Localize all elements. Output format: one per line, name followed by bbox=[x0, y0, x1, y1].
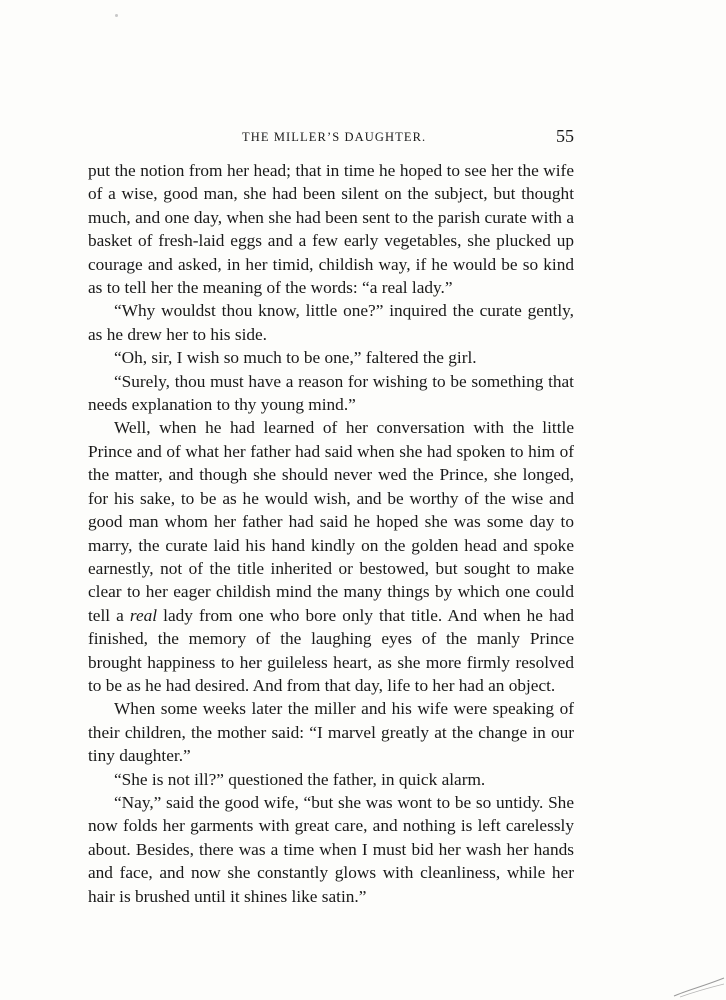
body-text bbox=[88, 159, 574, 908]
paragraph-father: “She is not ill?” questioned the father, in quick alarm. bbox=[114, 769, 486, 789]
paragraph-girl-reply: “Oh, sir, I wish so much to be one,” faltered the girl. bbox=[114, 348, 477, 368]
paragraph-mother: When some weeks later the miller and his wife were speaking of their children, the mother said: “I marvel greatly at the change in our tiny daughter.” bbox=[88, 699, 574, 766]
paragraph-wife: “Nay,” said the good wife, “but she was wont to be so untidy. She now folds her garments with great care, and nothing is left carelessly about. Besides, there was a time when I must bid her wash her hands and face, and now she constantly glows with cleanliness, while her hair is brushed until it shines like satin.” bbox=[88, 792, 574, 906]
paragraph-explanation-start: Well, when he had learned of her conversation with the little Prince and of what her father had said when she had spoken to him of the matter, and though she should never wed the Prince, she longed, for his sake, to be as he would wish, and be worthy of the wise and good man whom her father had said he hoped she was some day to marry, the curate laid his hand kindly on the golden head and spoke earnestly, not of the title inherited or bestowed, but sought to make clear to her eager childish mind the many things by which one could tell a bbox=[88, 418, 574, 625]
paragraph-curate-question: “Why wouldst thou know, little one?” inquired the curate gently, as he drew her to his side. bbox=[88, 301, 574, 344]
paragraph-curate-reason: “Surely, thou must have a reason for wishing to be something that needs explanation to thy young mind.” bbox=[88, 371, 574, 415]
running-title: THE MILLER’S DAUGHTER. bbox=[242, 130, 427, 144]
emphasis-real: real bbox=[129, 605, 158, 625]
paragraph-explanation-end: lady from one who bore only that title. And when he had finished, the memory of the laughing eyes of the manly Prince brought happiness to her guileless heart, as she more firmly resolved to be as he had desired. And from that day, life to her had an object. bbox=[88, 605, 574, 695]
page-speck bbox=[115, 14, 118, 17]
paragraph-continued: put the notion from her head; that in time he hoped to see her the wife of a wise, good man, she had been silent on the subject, but thought much, and one day, when she had been sent to the parish curate with a basket of fresh-laid eggs and a few early vegetables, she plucked up courage and asked, in her timid, childish way, if he would be so kind as to tell her the meaning of the words: “a real lady.” bbox=[88, 161, 574, 298]
corner-pencil-mark bbox=[666, 960, 726, 1000]
running-head bbox=[88, 126, 574, 150]
page-number: 55 bbox=[556, 126, 574, 146]
paragraph-explanation bbox=[88, 416, 574, 697]
